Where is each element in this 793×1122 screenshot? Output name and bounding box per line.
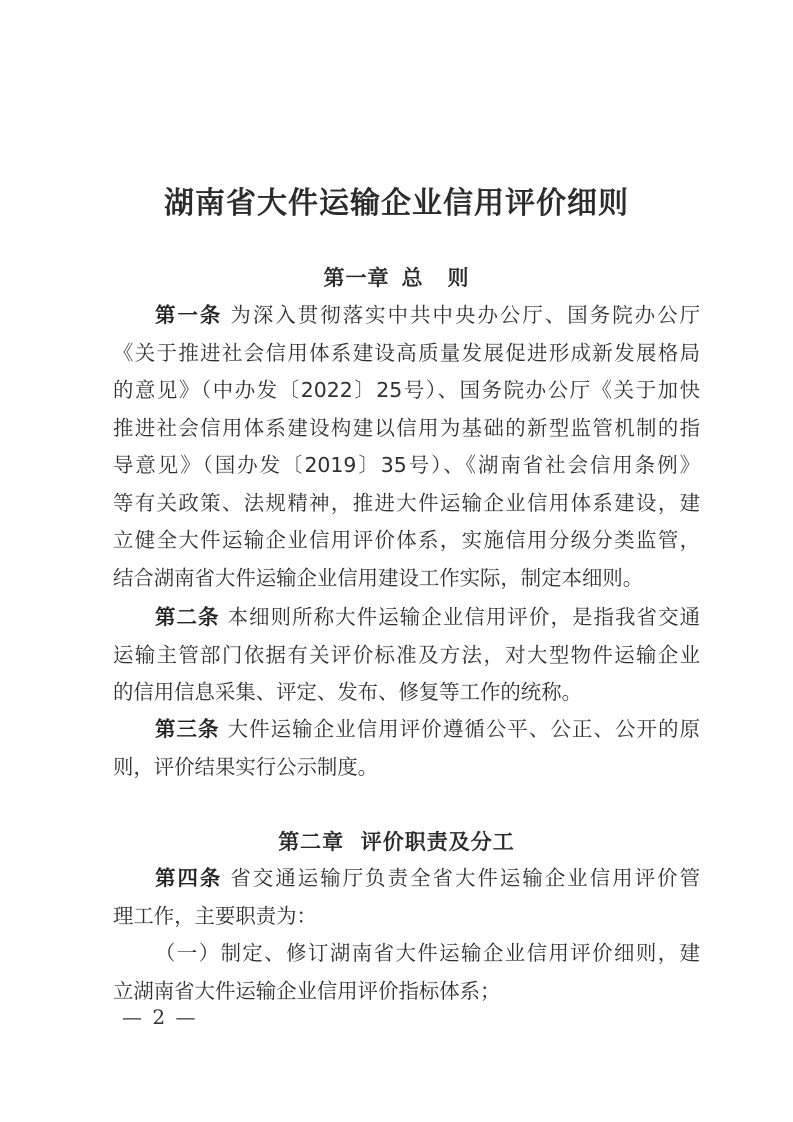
item-1-line-2: 立湖南省大件运输企业信用评价指标体系； (113, 978, 501, 1003)
article-1-line-1: 第一条 为深入贯彻落实中共中央办公厅、国务院办公厅 (155, 303, 701, 327)
item-1 (113, 935, 700, 1010)
chapter-2-heading: 第二章 评价职责及分工 (278, 830, 515, 854)
chapter-1-label: 第一章 (323, 266, 390, 290)
article-4-line-2: 理工作，主要职责为： (113, 903, 317, 928)
article-3 (113, 711, 700, 786)
document-title: 湖南省大件运输企业信用评价细则 (164, 186, 629, 221)
article-1-line-8: 结合湖南省大件运输企业信用建设工作实际，制定本细则。 (113, 565, 644, 590)
chapter-1-heading (0, 262, 793, 292)
item-1-line-1: （一）制定、修订湖南省大件运输企业信用评价细则，建 (155, 941, 700, 965)
article-3-label: 第三条 (155, 717, 220, 741)
article-1-line-2: 《关于推进社会信用体系建设高质量发展促进形成新发展格局 (113, 340, 700, 365)
article-1-line-5: 导意见》（国办发〔2019〕35号）、《湖南省社会信用条例》 (113, 453, 700, 477)
article-1 (113, 297, 700, 597)
article-1-line-4: 推进社会信用体系建设构建以信用为基础的新型监管机制的指 (113, 415, 700, 440)
article-2-label: 第二条 (155, 605, 220, 629)
chapter-1-name-part1: 总 (401, 266, 424, 290)
article-2-line-3: 的信用信息采集、评定、发布、修复等工作的统称。 (113, 680, 582, 704)
chapter-1-name-part2: 则 (447, 266, 470, 290)
article-4-label: 第四条 (155, 866, 223, 890)
article-2-line-2: 运输主管部门依据有关评价标准及方法，对大型物件运输企业 (113, 642, 700, 667)
article-1-label: 第一条 (155, 303, 223, 327)
article-1-line-6: 等有关政策、法规精神，推进大件运输企业信用体系建设，建 (113, 490, 700, 515)
article-4-line-1: 第四条 省交通运输厅负责全省大件运输企业信用评价管 (155, 866, 701, 890)
article-1-line-3: 的意见》（中办发〔2022〕25号）、国务院办公厅《关于加快 (113, 378, 700, 402)
article-4 (113, 860, 700, 935)
article-2 (113, 599, 700, 712)
page-number: — 2 — (122, 1005, 198, 1029)
article-3-line-2: 则，评价结果实行公示制度。 (113, 754, 379, 779)
article-1-line-7: 立健全大件运输企业信用评价体系，实施信用分级分类监管， (113, 528, 700, 552)
article-3-line-1: 第三条 大件运输企业信用评价遵循公平、公正、公开的原 (155, 717, 700, 741)
article-2-line-1: 第二条 本细则所称大件运输企业信用评价，是指我省交通 (155, 605, 700, 629)
